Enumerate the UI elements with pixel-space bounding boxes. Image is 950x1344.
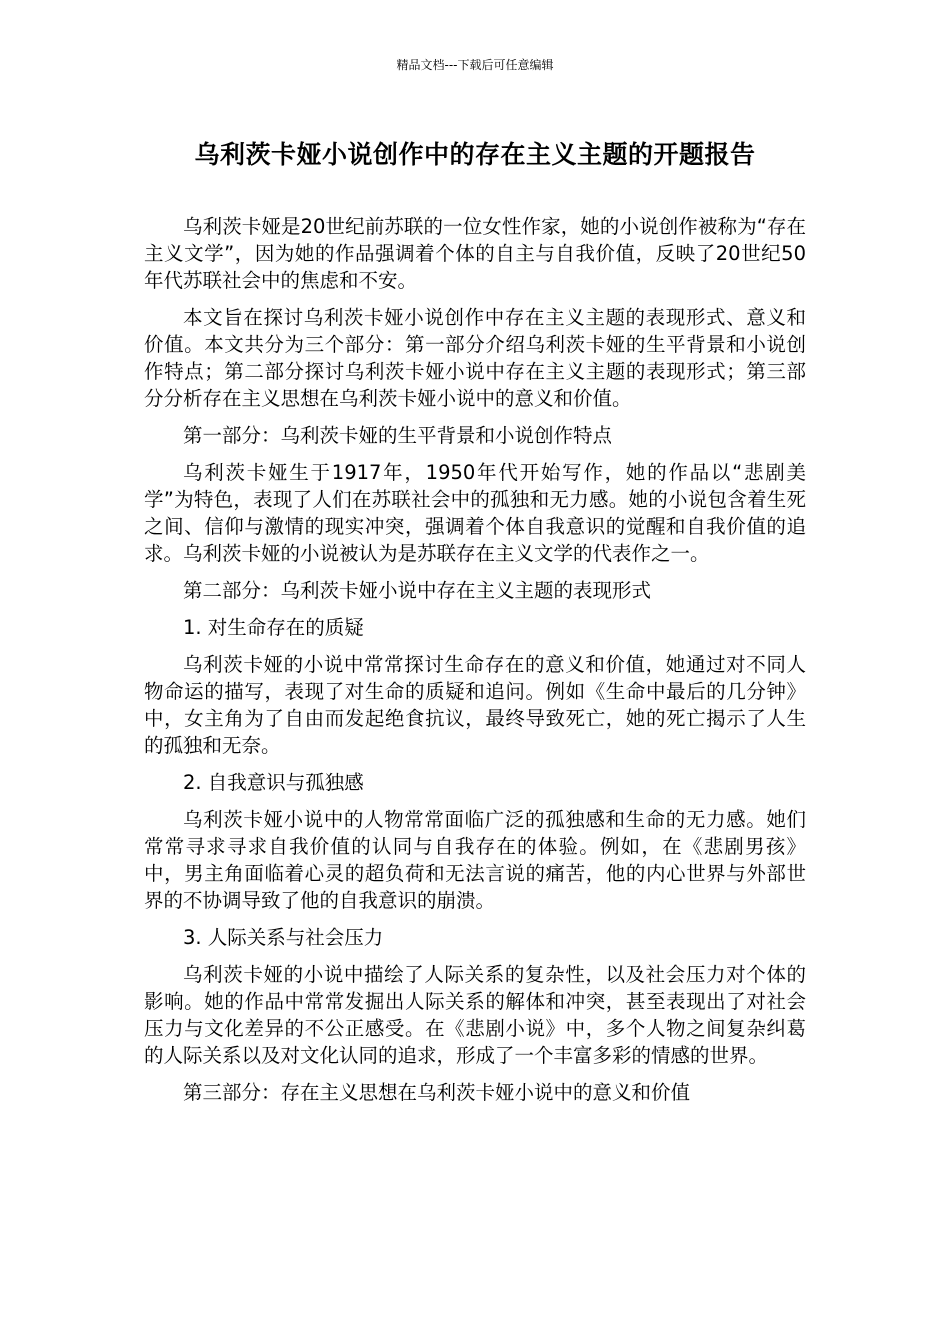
paragraph-subsection-2: 乌利茨卡娅小说中的人物常常面临广泛的孤独感和生命的无力感。她们常常寻求寻求自我价值的认同与自我存在的体验。例如，在《悲剧男孩》中，男主角面临着心灵的超负荷和无法言说的痛苦，他的内心世界与外部世界的不协调导致了他的自我意识的崩溃。 [144, 808, 806, 912]
paragraph-subsection-3: 乌利茨卡娅的小说中描绘了人际关系的复杂性，以及社会压力对个体的影响。她的作品中常常发掘出人际关系的解体和冲突，甚至表现出了对社会压力与文化差异的不公正感受。在《悲剧小说》中，多个人物之间复杂纠葛的人际关系以及对文化认同的追求，形成了一个丰富多彩的情感的世界。 [144, 963, 806, 1067]
paragraph-biography: 乌利茨卡娅生于1917年，1950年代开始写作，她的作品以“悲剧美学”为特色，表现了人们在苏联社会中的孤独和无力感。她的小说包含着生死之间、信仰与激情的现实冲突，强调着个体自我意识的觉醒和自我价值的追求。乌利茨卡娅的小说被认为是苏联存在主义文学的代表作之一。 [144, 461, 806, 565]
section-heading-part-2: 第二部分：乌利茨卡娅小说中存在主义主题的表现形式 [183, 579, 652, 602]
document-body [144, 213, 806, 1116]
paragraph-subsection-1: 乌利茨卡娅的小说中常常探讨生命存在的意义和价值，她通过对不同人物命运的描写，表现了对生命的质疑和追问。例如《生命中最后的几分钟》中，女主角为了自由而发起绝食抗议，最终导致死亡，她的死亡揭示了人生的孤独和无奈。 [144, 653, 806, 757]
subheading-1: 1. 对生命存在的质疑 [183, 616, 364, 639]
paragraph-intro: 乌利茨卡娅是20世纪前苏联的一位女性作家，她的小说创作被称为“存在主义文学”，因为她的作品强调着个体的自主与自我价值，反映了20世纪50年代苏联社会中的焦虑和不安。 [144, 215, 806, 292]
header-note: 精品文档---下载后可任意编辑 [396, 58, 554, 72]
subheading-2: 2. 自我意识与孤独感 [183, 771, 364, 794]
section-heading-part-3: 第三部分：存在主义思想在乌利茨卡娅小说中的意义和价值 [183, 1081, 691, 1104]
paragraph-purpose: 本文旨在探讨乌利茨卡娅小说创作中存在主义主题的表现形式、意义和价值。本文共分为三个部分：第一部分介绍乌利茨卡娅的生平背景和小说创作特点；第二部分探讨乌利茨卡娅小说中存在主义主题的表现形式；第三部分分析存在主义思想在乌利茨卡娅小说中的意义和价值。 [144, 306, 806, 410]
section-heading-part-1: 第一部分：乌利茨卡娅的生平背景和小说创作特点 [183, 424, 613, 447]
subheading-3: 3. 人际关系与社会压力 [183, 926, 384, 949]
document-title: 乌利茨卡娅小说创作中的存在主义主题的开题报告 [194, 140, 756, 169]
